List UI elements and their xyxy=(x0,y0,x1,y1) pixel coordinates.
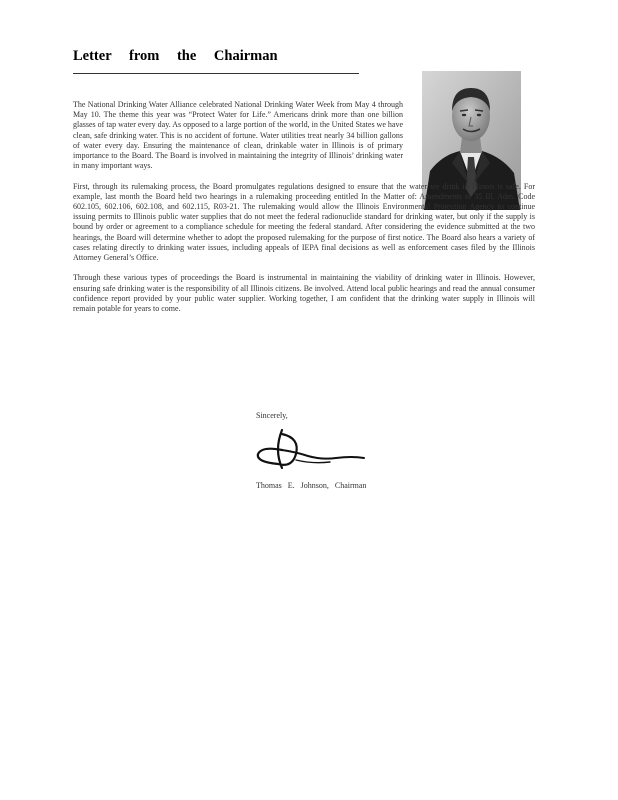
paragraph-2: First, through its rulemaking process, the Board promulgates regulations designed to ensure that the water we drink in Illinois is safe. For example, last month the Board held two hearings in a rulemaking proceeding entitled In the Matter of: Amendments to 35 Ill. Adm. Code 602.105, 602.106, 602.108, and 602.115, R03-21. The rulemaking would allow the Illinois Environmental Protection Agency to continue issuing permits to Illinois public water supplies that do not meet the federal radionuclide standard for drinking water, but only if the supply is bound by order or agreement to a compliance schedule for meeting the federal standard. After considering the evidence submitted at the two hearings, the Board will determine whether to adopt the proposed rulemaking for the purpose of first notice. The Board also hears a variety of cases relating directly to drinking water issues, including appeals of IEPA final decisions as well as enforcement cases filed by the Illinois Attorney General’s Office. xyxy=(73,181,535,263)
paragraph-3: Through these various types of proceedings the Board is instrumental in maintaining the viability of drinking water in Illinois. However, ensuring safe drinking water is the responsibility of all Illinois citizens. Be involved. Attend local public hearings and read the annual consumer confidence report provided by your public water supplier. Working together, I am confident that the drinking water supply in Illinois will remain potable for years to come. xyxy=(73,273,535,314)
signer-name: Thomas E. Johnson, Chairman xyxy=(256,481,367,490)
signature xyxy=(252,424,372,476)
closing: Sincerely, xyxy=(256,411,288,420)
letter-body xyxy=(73,100,535,324)
title-underline xyxy=(73,73,359,74)
paragraph-1: The National Drinking Water Alliance celebrated National Drinking Water Week from May 4 through May 10. The theme this year was “Protect Water for Life.” Americans drink more than one billion glasses of tap water every day. As opposed to a large portion of the world, in the United States we have clean, safe drinking water. This is no accident of fortune. Water utilities treat nearly 34 billion gallons of water every day. Ensuring the maintenance of clean, drinkable water in Illinois is of primary importance to the Board. The Board is involved in maintaining the integrity of Illinois’ drinking water in many important ways. xyxy=(73,100,403,171)
page-title: Letter from the Chairman xyxy=(73,48,278,64)
